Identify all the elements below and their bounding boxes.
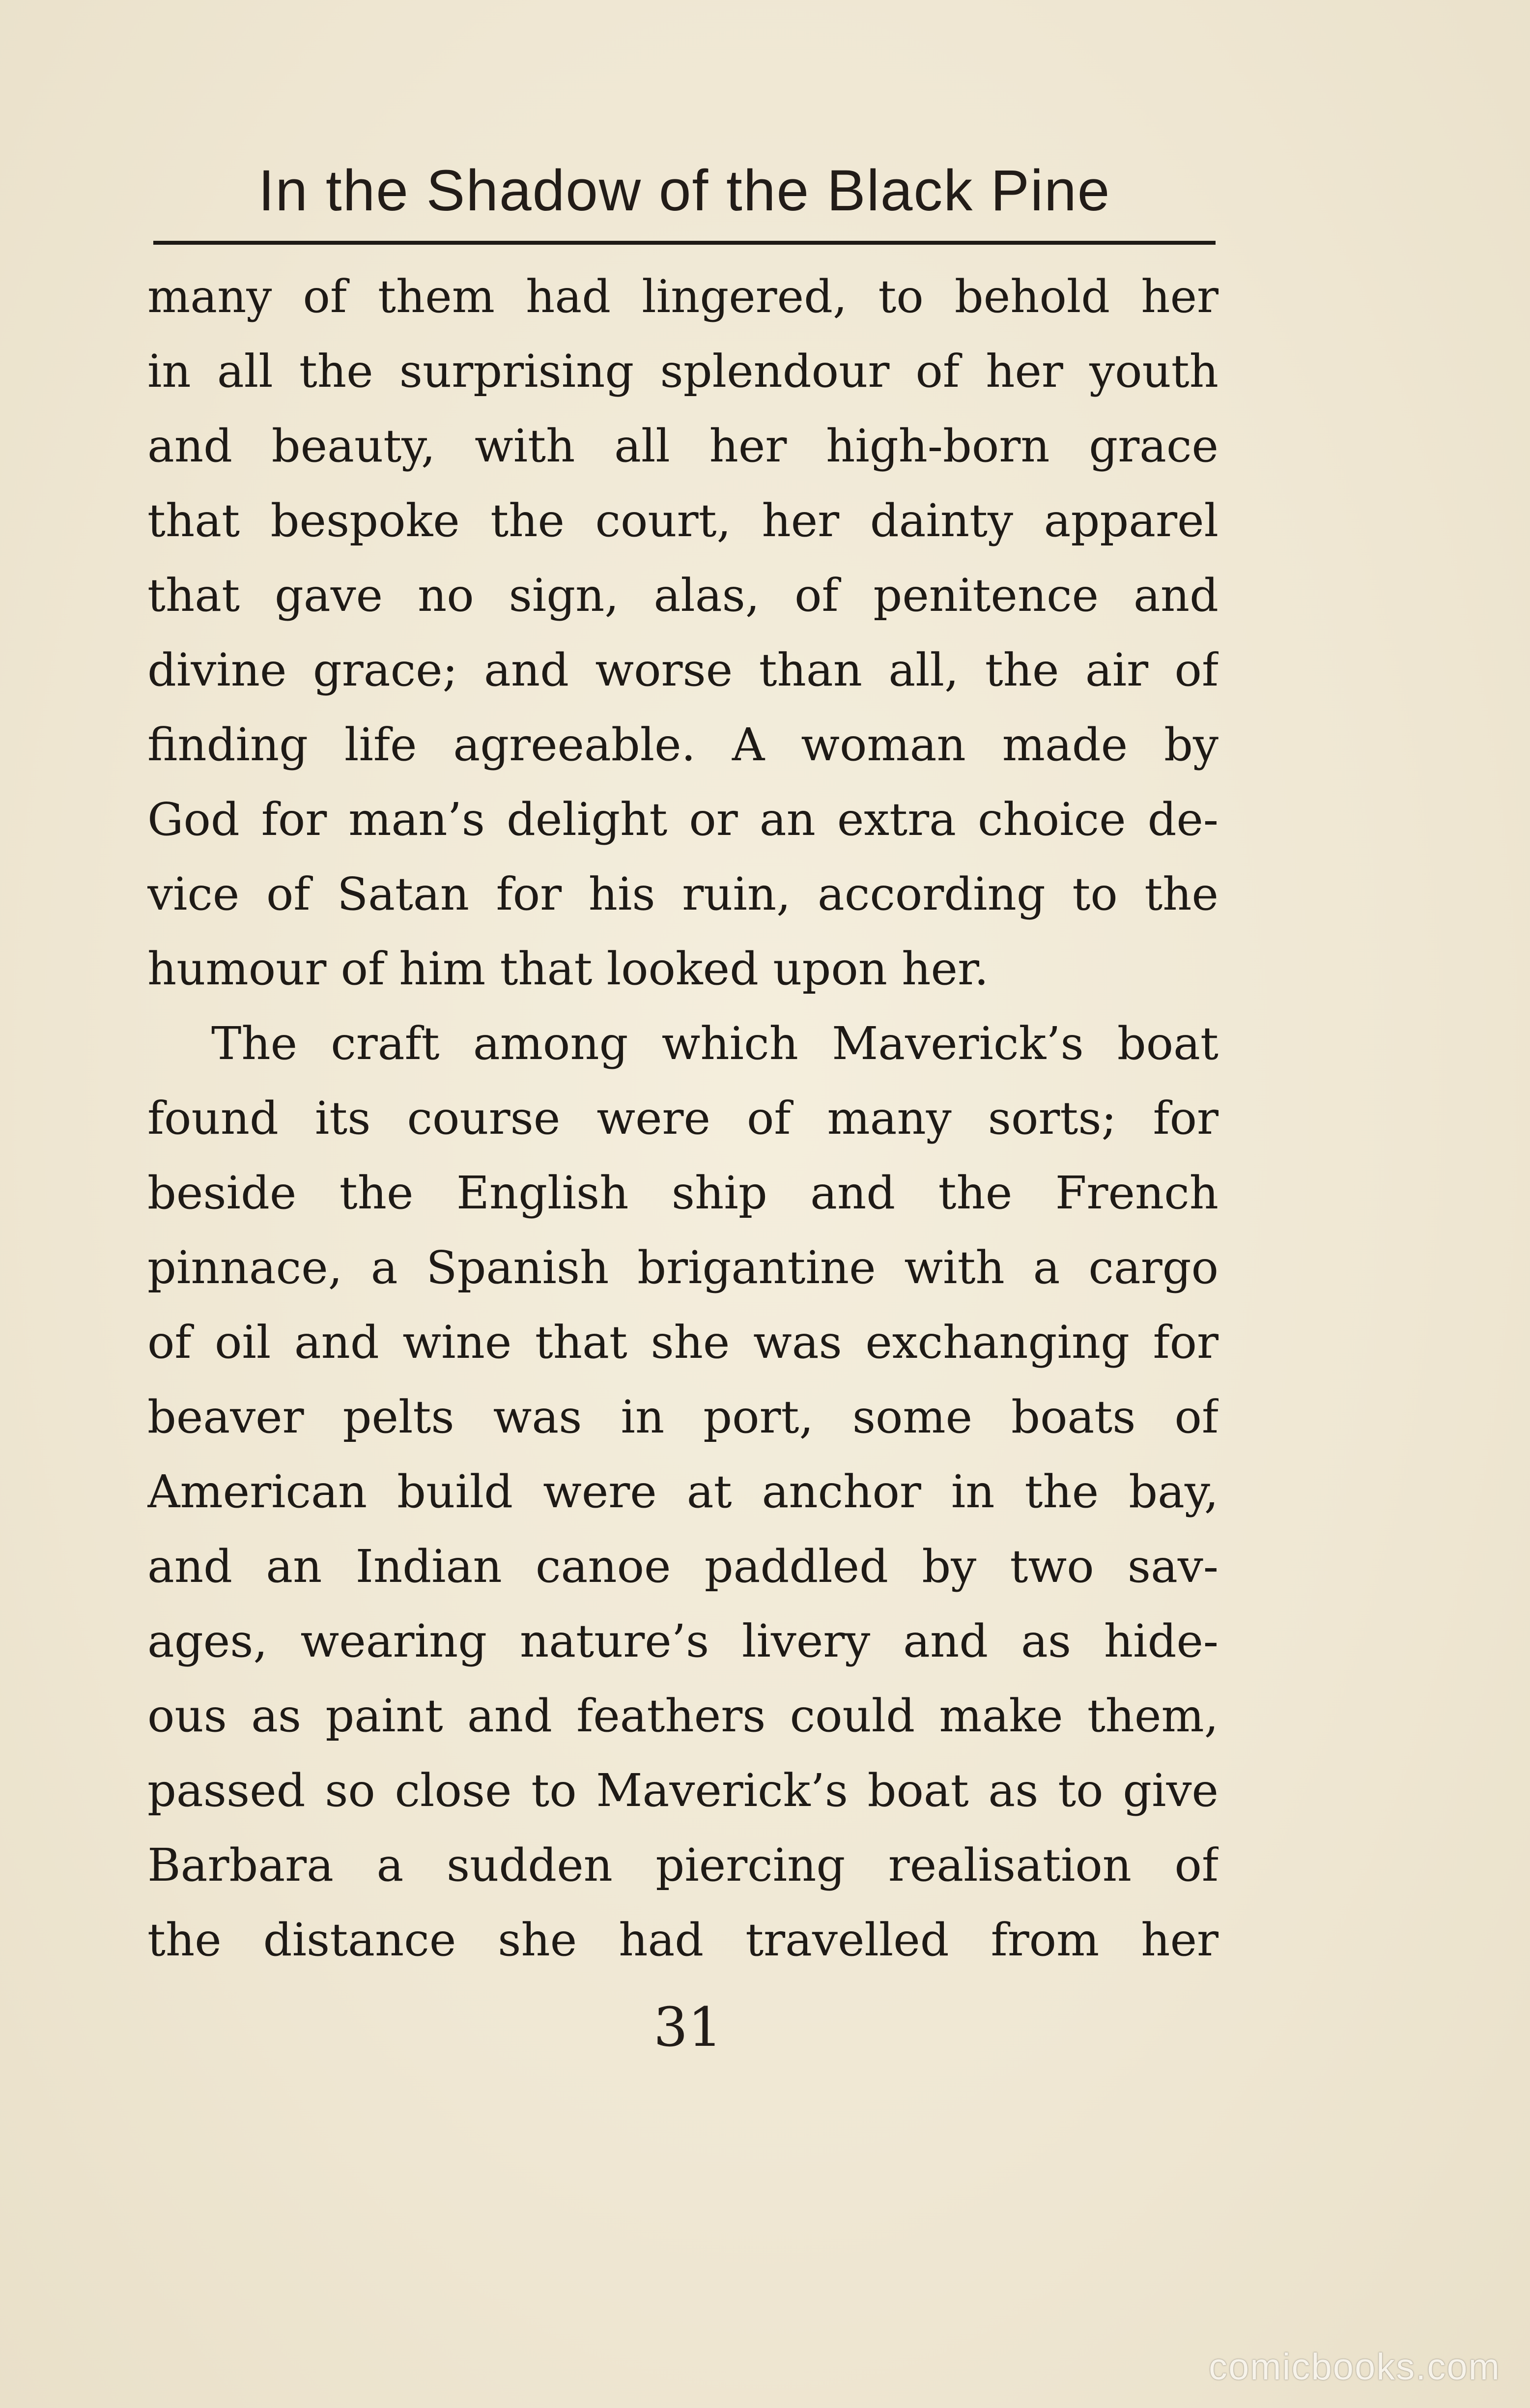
text-line: of oil and wine that she was exchanging for	[147, 1316, 1218, 1369]
text-line: God for man’s delight or an extra choice de-	[147, 793, 1218, 846]
text-line: Barbara a sudden piercing realisation of	[147, 1839, 1218, 1892]
text-line: ous as paint and feathers could make them,	[147, 1690, 1218, 1742]
text-line: vice of Satan for his ruin, according to the	[147, 868, 1218, 920]
text-line: ages, wearing nature’s livery and as hide-	[147, 1615, 1218, 1667]
running-head: In the Shadow of the Black Pine	[258, 158, 1111, 223]
text-line: The craft among which Maverick’s boat	[211, 1017, 1218, 1070]
text-line: beside the English ship and the French	[147, 1167, 1218, 1219]
text-line: passed so close to Maverick’s boat as to give	[147, 1764, 1218, 1817]
text-line: humour of him that looked upon her.	[147, 943, 989, 995]
watermark-text: comicbooks.com	[1209, 2346, 1501, 2388]
text-line: found its course were of many sorts; for	[147, 1092, 1218, 1145]
page-number: 31	[653, 1996, 722, 2059]
header-rule	[153, 241, 1216, 245]
text-line: many of them had lingered, to behold her	[147, 270, 1218, 323]
text-line: finding life agreeable. A woman made by	[147, 718, 1218, 771]
text-line: American build were at anchor in the bay,	[147, 1465, 1218, 1518]
text-line: that bespoke the court, her dainty apparel	[147, 494, 1218, 547]
body-text	[147, 259, 1218, 1978]
text-line: in all the surprising splendour of her youth	[147, 345, 1218, 398]
text-line: that gave no sign, alas, of penitence and	[147, 569, 1218, 622]
text-line: pinnace, a Spanish brigantine with a cargo	[147, 1241, 1218, 1294]
text-line: and beauty, with all her high-born grace	[147, 420, 1218, 472]
text-line: divine grace; and worse than all, the air of	[147, 644, 1218, 696]
text-line: the distance she had travelled from her	[147, 1914, 1218, 1966]
text-line: beaver pelts was in port, some boats of	[147, 1391, 1218, 1443]
text-line: and an Indian canoe paddled by two sav-	[147, 1540, 1218, 1593]
